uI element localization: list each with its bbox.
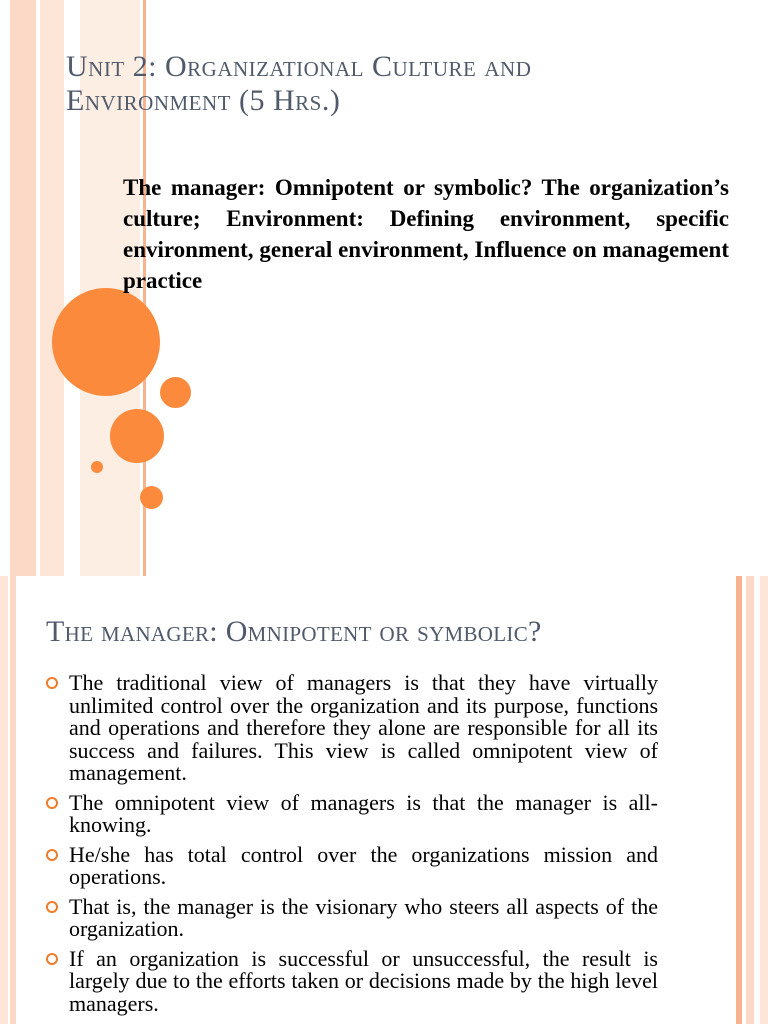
slide-1-title	[66, 50, 746, 118]
decor-stripe	[0, 576, 8, 1024]
list-item	[46, 789, 658, 837]
intro-line: environment, Influence on management practice	[123, 237, 730, 293]
decor-circle	[160, 377, 191, 408]
bullet-ring-icon	[46, 901, 58, 913]
bullet-ring-icon	[46, 797, 58, 809]
decor-circle	[91, 461, 103, 473]
list-item	[46, 945, 658, 1016]
bullet-ring-icon	[46, 677, 58, 689]
unit-topics	[123, 172, 729, 296]
bullet-ring-icon	[46, 953, 58, 965]
decor-stripe	[746, 576, 754, 1024]
list-item	[46, 893, 658, 941]
intro-line: organization’s culture; Environment: Defining	[123, 175, 729, 231]
bullet-list	[46, 672, 658, 1022]
decor-stripe	[40, 0, 64, 576]
title-line: Unit 2: Organizational Culture and	[66, 50, 532, 83]
slide-2-title: The manager: Omnipotent or symbolic?	[46, 615, 542, 648]
slide-2	[0, 576, 768, 1024]
decor-circle	[140, 486, 163, 509]
decor-stripe	[10, 576, 16, 1024]
intro-line: environment, specific environment, general	[123, 206, 729, 262]
bullet-text: The traditional view of managers is that they have virtually unlimited control over the organization and its purpose, functions and operations and therefore they alone are responsible for all its success and failures. This view is called omnipotent view of management.	[69, 670, 658, 785]
bullet-ring-icon	[46, 849, 58, 861]
bullet-text: If an organization is successful or unsuccessful, the result is largely due to the efforts taken or decisions made by the high level managers.	[69, 945, 658, 1016]
intro-line: The manager: Omnipotent or symbolic? The	[123, 175, 580, 200]
decor-stripe	[10, 0, 36, 576]
bullet-text: He/she has total control over the organizations mission and operations.	[69, 841, 658, 889]
list-item	[46, 672, 658, 785]
bullet-text: That is, the manager is the visionary who steers all aspects of the organization.	[69, 893, 658, 941]
decor-stripe	[736, 576, 742, 1024]
title-line: Environment (5 Hrs.)	[66, 84, 341, 117]
decor-circle-large	[52, 288, 160, 396]
decor-stripe	[760, 576, 768, 1024]
list-item	[46, 841, 658, 889]
bullet-text: The omnipotent view of managers is that the manager is all-knowing.	[69, 789, 658, 837]
decor-circle	[110, 409, 164, 463]
